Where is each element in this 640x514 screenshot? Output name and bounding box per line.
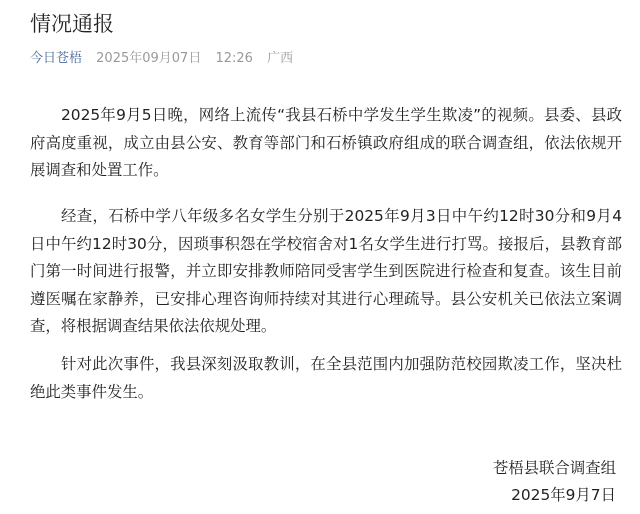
publish-date: 2025年09月07日 (96, 51, 202, 66)
publish-region: 广西 (267, 51, 294, 66)
paragraph-3: 针对此次事件，我县深刻汲取教训，在全县范围内加强防范校园欺凌工作，坚决杜绝此类事件发生。 (30, 355, 622, 401)
paragraph-2: 经查，石桥中学八年级多名女学生分别于2025年9月3日中午约12时30分和9月4日中午约12时30分，因琐事积怨在学校宿舍对1名女学生进行打骂。接报后，县教育部门第一时间进行报警，并立即安排教师陪同受害学生到医院进行检查和复查。该生目前遵医嘱在家静养，已安排心理咨询师持续对其进行心理疏导。县公安机关已依法立案调查，将根据调查结果依法依规处理。 (30, 207, 622, 336)
page-title: 情况通报 (30, 12, 114, 36)
publish-time: 12:26 (215, 51, 253, 66)
source-link[interactable]: 今日苍梧 (30, 51, 83, 66)
signature-date: 2025年9月7日 (511, 486, 616, 504)
paragraph-1: 2025年9月5日晚，网络上流传“我县石桥中学发生学生欺凌”的视频。县委、县政府高度重视，成立由县公安、教育等部门和石桥镇政府组成的联合调查组，依法依规开展调查和处置工作。 (30, 106, 622, 180)
signature-org: 苍梧县联合调查组 (492, 459, 616, 477)
article-meta (30, 50, 293, 68)
